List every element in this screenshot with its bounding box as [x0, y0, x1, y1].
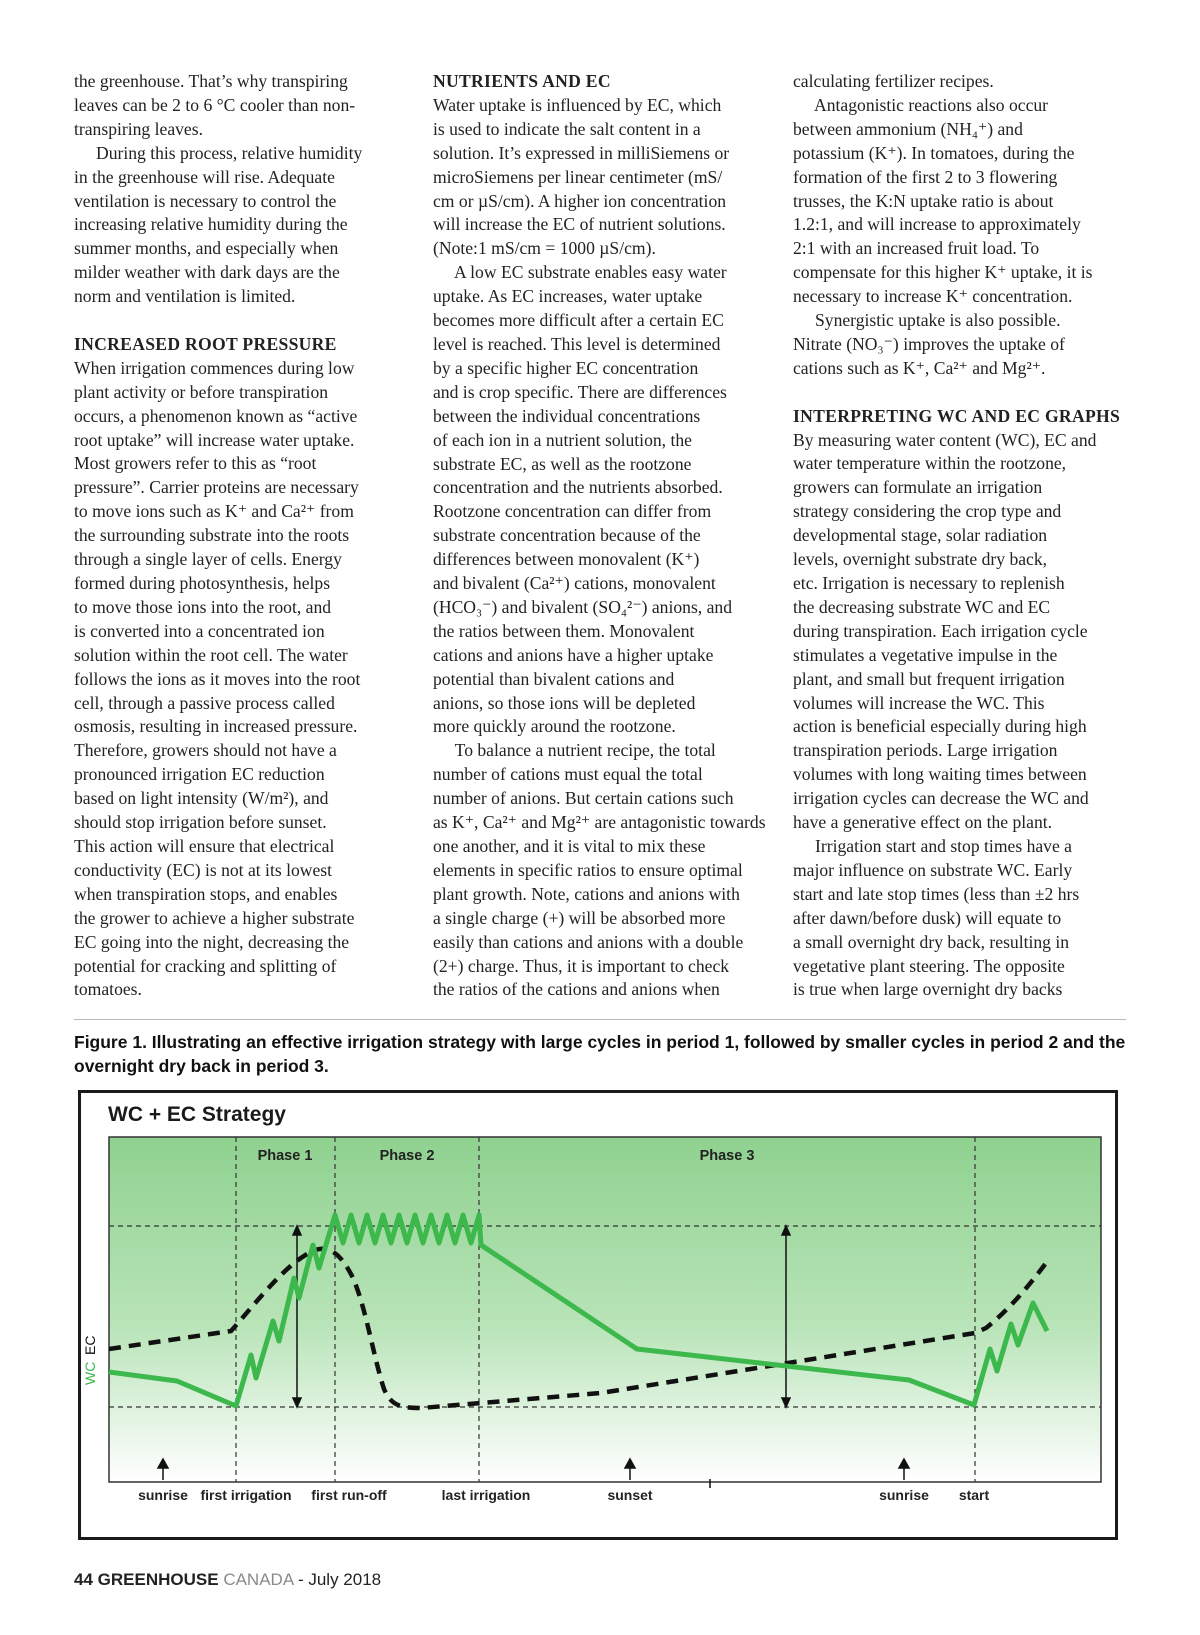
text-line: of each ion in a nutrient solution, the	[433, 429, 692, 450]
text-line: plant activity or before transpiration	[74, 381, 329, 402]
event-last-irrigation: last irrigation	[441, 1487, 531, 1503]
text-line: the decreasing substrate WC and EC	[793, 596, 1051, 617]
text-line: one another, and it is vital to mix these	[433, 836, 706, 856]
figure-title: WC + EC Strategy	[108, 1103, 286, 1126]
text-column-1	[74, 70, 404, 1002]
text-line: 1.2:1, and will increase to approximately	[793, 214, 1081, 235]
text-line: Irrigation start and stop times have a	[793, 835, 1072, 856]
text-line: based on light intensity (W/m²), and	[74, 788, 329, 809]
text-line: substrate EC, as well as the rootzone	[433, 453, 692, 474]
text-line: have a generative effect on the plant.	[793, 812, 1053, 833]
text-line: concentration and the nutrients absorbed.	[433, 477, 723, 498]
figure-wc-ec-strategy	[78, 1090, 1118, 1540]
text-line: transpiration periods. Large irrigation	[793, 740, 1058, 761]
event-sunset: sunset	[607, 1487, 653, 1503]
text-line: Synergistic uptake is also possible.	[793, 310, 1061, 331]
text-line: between ammonium (NH₄⁺) and	[793, 118, 1023, 139]
phase-2-label: Phase 2	[379, 1148, 435, 1164]
text-line: formed during photosynthesis, helps	[74, 573, 331, 594]
text-line: developmental stage, solar radiation	[793, 525, 1048, 546]
col1-para-a	[74, 70, 404, 309]
text-line: number of anions. But certain cations such	[433, 788, 734, 809]
text-line: Water uptake is influenced by EC, which	[433, 94, 722, 115]
text-line: pronounced irrigation EC reduction	[74, 764, 325, 785]
text-line: (Note:1 mS/cm = 1000 µS/cm).	[433, 238, 656, 259]
text-line: to move ions such as K⁺ and Ca²⁺ from	[74, 501, 354, 522]
text-line: easily than cations and anions with a double	[433, 931, 744, 952]
figure-caption: Figure 1. Illustrating an effective irrigation strategy with large cycles in period 1, followed by smaller cycles in period 2 and the overnight dry back in period 3.	[74, 1032, 1126, 1076]
text-line: the grower to achieve a higher substrate	[74, 907, 355, 928]
axis-label-ec: EC	[82, 1335, 98, 1355]
text-line: the ratios between them. Monovalent	[433, 620, 695, 641]
event-sunrise: sunrise	[138, 1487, 188, 1503]
text-line: levels, overnight substrate dry back,	[793, 549, 1048, 570]
col1-para-b	[74, 357, 404, 1002]
text-line: volumes with long waiting times between	[793, 764, 1087, 785]
event-start: start	[958, 1487, 990, 1503]
issue-date: - July 2018	[297, 1570, 382, 1589]
col3-para-b	[793, 429, 1133, 1003]
text-line: action is beneficial especially during high	[793, 716, 1087, 737]
heading-interpreting-wc-ec: INTERPRETING WC AND EC GRAPHS	[793, 405, 1121, 426]
text-line: 2:1 with an increased fruit load. To	[793, 238, 1040, 259]
text-line: and is crop specific. There are differences	[433, 381, 727, 402]
magazine-name-suffix: CANADA	[223, 1570, 294, 1589]
text-line: trusses, the K:N uptake ratio is about	[793, 190, 1054, 211]
text-line: potassium (K⁺). In tomatoes, during the	[793, 142, 1075, 163]
text-line: By measuring water content (WC), EC and	[793, 429, 1097, 450]
text-line: should stop irrigation before sunset.	[74, 812, 327, 833]
page-footer	[74, 1570, 381, 1590]
text-line: etc. Irrigation is necessary to replenish	[793, 573, 1065, 594]
text-line: differences between monovalent (K⁺)	[433, 549, 700, 570]
text-line: is true when large overnight dry backs	[793, 979, 1063, 1000]
text-line: stimulates a vegetative impulse in the	[793, 644, 1058, 665]
text-line: substrate concentration because of the	[433, 525, 701, 546]
event-first-irrigation: first irrigation	[200, 1487, 292, 1503]
text-line: ventilation is necessary to control the	[74, 190, 337, 211]
text-line: cations and anions have a higher uptake	[433, 644, 714, 665]
text-line: follows the ions as it moves into the root	[74, 668, 361, 689]
text-line: during transpiration. Each irrigation cycle	[793, 620, 1088, 641]
text-line: formation of the first 2 to 3 flowering	[793, 166, 1058, 187]
text-line: vegetative plant steering. The opposite	[793, 955, 1065, 976]
text-line: between the individual concentrations	[433, 405, 701, 426]
text-line: root uptake” will increase water uptake.	[74, 429, 355, 450]
text-line: will increase the EC of nutrient solutions.	[433, 214, 726, 235]
text-line: occurs, a phenomenon known as “active	[74, 405, 358, 426]
text-line: the ratios of the cations and anions when	[433, 979, 720, 1000]
text-line: norm and ventilation is limited.	[74, 286, 296, 307]
text-line: through a single layer of cells. Energy	[74, 549, 342, 570]
text-line: to move those ions into the root, and	[74, 596, 332, 617]
text-line: Nitrate (NO₃⁻) improves the uptake of	[793, 333, 1065, 354]
phase-3-label: Phase 3	[699, 1148, 755, 1164]
event-first-runoff: first run-off	[311, 1487, 387, 1503]
text-line: Rootzone concentration can differ from	[433, 501, 712, 522]
text-line: number of cations must equal the total	[433, 764, 703, 785]
text-line: in the greenhouse will rise. Adequate	[74, 166, 335, 187]
strategy-diagram	[81, 1093, 1115, 1537]
text-line: potential for cracking and splitting of	[74, 955, 337, 976]
text-line: cations such as K⁺, Ca²⁺ and Mg²⁺.	[793, 357, 1046, 378]
text-line: Therefore, growers should not have a	[74, 740, 337, 761]
heading-increased-root-pressure: INCREASED ROOT PRESSURE	[74, 333, 337, 354]
text-line: the greenhouse. That’s why transpiring	[74, 71, 348, 91]
text-line: plant, and small but frequent irrigation	[793, 668, 1065, 689]
plot-area	[109, 1137, 1101, 1482]
text-line: when transpiration stops, and enables	[74, 883, 338, 904]
text-line: irrigation cycles can decrease the WC and	[793, 788, 1089, 809]
text-line: more quickly around the rootzone.	[433, 716, 676, 737]
text-line: compensate for this higher K⁺ uptake, it is	[793, 262, 1093, 283]
col2-para	[433, 94, 773, 1002]
text-line: becomes more difficult after a certain EC	[433, 310, 724, 331]
text-line: conductivity (EC) is not at its lowest	[74, 859, 333, 880]
text-line: During this process, relative humidity	[74, 142, 363, 163]
text-line: necessary to increase K⁺ concentration.	[793, 286, 1073, 307]
text-line: after dawn/before dusk) will equate to	[793, 907, 1062, 928]
text-line: calculating fertilizer recipes.	[793, 71, 994, 91]
text-line: strategy considering the crop type and	[793, 501, 1062, 522]
text-line: level is reached. This level is determined	[433, 333, 721, 354]
text-line: and bivalent (Ca²⁺) cations, monovalent	[433, 573, 716, 594]
section-divider	[74, 1019, 1126, 1020]
event-sunrise-2: sunrise	[879, 1487, 929, 1503]
text-line: leaves can be 2 to 6 °C cooler than non-	[74, 94, 356, 115]
text-line: plant growth. Note, cations and anions with	[433, 883, 740, 904]
text-line: by a specific higher EC concentration	[433, 357, 699, 378]
text-line: a small overnight dry back, resulting in	[793, 931, 1070, 952]
col3-para-a	[793, 70, 1133, 381]
text-line: increasing relative humidity during the	[74, 214, 348, 235]
text-line: milder weather with dark days are the	[74, 262, 340, 283]
text-line: as K⁺, Ca²⁺ and Mg²⁺ are antagonistic towards	[433, 812, 766, 833]
phase-1-label: Phase 1	[257, 1148, 313, 1164]
text-line: pressure”. Carrier proteins are necessary	[74, 477, 359, 498]
text-line: transpiring leaves.	[74, 118, 203, 139]
page-number: 44	[74, 1570, 93, 1589]
text-column-2	[433, 70, 773, 1002]
text-line: the surrounding substrate into the roots	[74, 525, 350, 546]
text-line: solution within the root cell. The water	[74, 644, 348, 665]
text-line: anions, so those ions will be depleted	[433, 692, 696, 713]
axis-label-wc: WC	[82, 1361, 98, 1385]
magazine-name: GREENHOUSE	[97, 1570, 219, 1589]
text-line: A low EC substrate enables easy water	[433, 262, 727, 283]
text-line: This action will ensure that electrical	[74, 835, 335, 856]
text-line: water temperature within the rootzone,	[793, 453, 1067, 474]
text-line: cm or µS/cm). A higher ion concentration	[433, 190, 727, 211]
text-line: (HCO₃⁻) and bivalent (SO₄²⁻) anions, and	[433, 596, 732, 617]
text-line: volumes will increase the WC. This	[793, 692, 1045, 713]
text-line: Antagonistic reactions also occur	[793, 94, 1049, 115]
text-line: When irrigation commences during low	[74, 357, 355, 378]
text-line: Most growers refer to this as “root	[74, 453, 317, 474]
text-line: start and late stop times (less than ±2 hrs	[793, 883, 1080, 904]
text-line: major influence on substrate WC. Early	[793, 859, 1073, 880]
text-line: elements in specific ratios to ensure optimal	[433, 859, 743, 880]
text-line: uptake. As EC increases, water uptake	[433, 286, 703, 307]
text-line: tomatoes.	[74, 979, 142, 1000]
text-line: (2+) charge. Thus, it is important to check	[433, 955, 730, 976]
heading-nutrients-and-ec: NUTRIENTS AND EC	[433, 71, 611, 91]
text-line: potential than bivalent cations and	[433, 668, 675, 689]
text-line: osmosis, resulting in increased pressure.	[74, 716, 358, 737]
text-line: EC going into the night, decreasing the	[74, 931, 350, 952]
text-line: is used to indicate the salt content in a	[433, 118, 701, 139]
text-line: is converted into a concentrated ion	[74, 620, 325, 641]
text-line: solution. It’s expressed in milliSiemens or	[433, 142, 730, 163]
text-line: a single charge (+) will be absorbed more	[433, 907, 726, 928]
text-line: summer months, and especially when	[74, 238, 339, 259]
text-line: cell, through a passive process called	[74, 692, 335, 713]
text-line: growers can formulate an irrigation	[793, 477, 1043, 498]
text-column-3	[793, 70, 1133, 1002]
text-line: microSiemens per linear centimeter (mS/	[433, 166, 723, 187]
text-line: To balance a nutrient recipe, the total	[433, 740, 716, 761]
